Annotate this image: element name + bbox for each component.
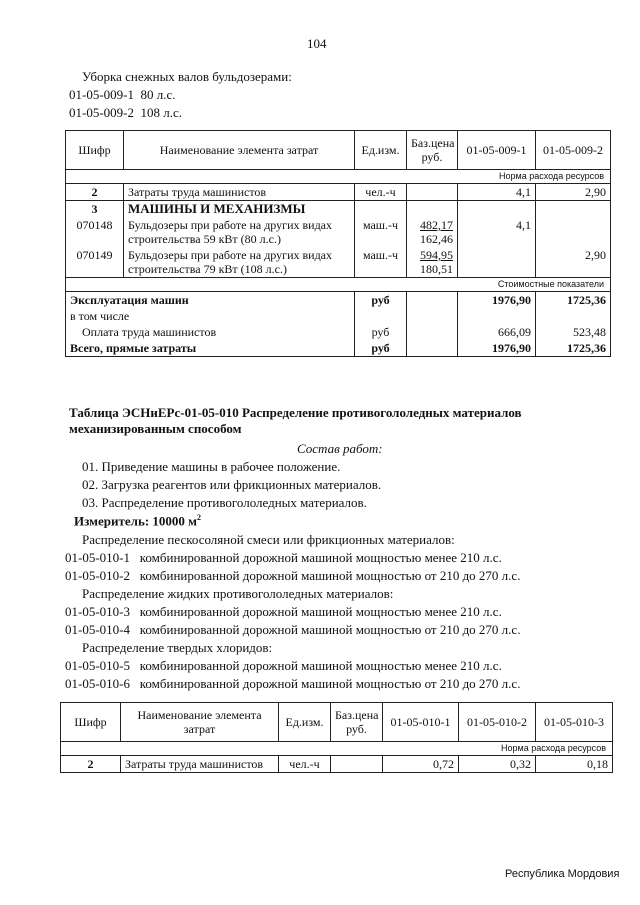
work-step: 03. Распределение противогололедных материалов. (82, 495, 367, 510)
footer-region: Республика Мордовия (505, 868, 620, 880)
resource-table-2 (60, 702, 613, 773)
table-row (66, 201, 611, 218)
cell-code: 2 (66, 184, 124, 201)
item-text: комбинированной дорожной машиной мощностью от 210 до 270 л.с. (139, 568, 521, 583)
cell-price (407, 217, 458, 247)
cell-value: 0,32 (459, 756, 536, 773)
header-cell: Наименование элемента затрат (124, 131, 355, 170)
header-cell: Шифр (66, 131, 124, 170)
cell-unit: руб (355, 340, 407, 357)
norm-label: Норма расхода ресурсов (66, 170, 611, 184)
cell-code: 070149 (66, 247, 124, 278)
cell-value: 4,1 (458, 217, 536, 247)
table-header-row (66, 131, 611, 170)
cost-sub: в том числе (70, 309, 130, 323)
measure-label: Измеритель: 10000 м (74, 513, 198, 529)
cell-value: 1725,36 (536, 292, 611, 325)
work-step: 01. Приведение машины в рабочее положение. (82, 459, 341, 474)
cell-value (458, 247, 536, 278)
cell-name: Оплата труда машинистов (66, 324, 355, 340)
cell-value: 1976,90 (458, 340, 536, 357)
cell-code: 3 (66, 201, 124, 218)
header-cell: 01-05-010-2 (459, 703, 536, 742)
cell-code: 2 (61, 756, 121, 773)
item-text: 80 л.с. (140, 87, 176, 102)
group-item (65, 604, 502, 620)
item-code: 01-05-010-6 (65, 676, 130, 691)
cell-unit: руб (355, 324, 407, 340)
item-code: 01-05-009-1 (69, 87, 134, 102)
cost-name: Эксплуатация машин (70, 293, 189, 307)
item-text: 108 л.с. (140, 105, 183, 120)
price-top: 482,17 (420, 218, 453, 232)
item-text: комбинированной дорожной машиной мощностью от 210 до 270 л.с. (139, 622, 521, 637)
item-code: 01-05-010-5 (65, 658, 130, 673)
cell-name: Затраты труда машинистов (124, 184, 355, 201)
cell-value: 2,90 (536, 247, 611, 278)
item-code: 01-05-010-1 (65, 550, 130, 565)
item-code: 01-05-010-2 (65, 568, 130, 583)
cell-name: Бульдозеры при работе на других видах строительства 59 кВт (80 л.с.) (124, 217, 355, 247)
item-code: 01-05-009-2 (69, 105, 134, 120)
item-code: 01-05-010-3 (65, 604, 130, 619)
cell-name: МАШИНЫ И МЕХАНИЗМЫ (124, 201, 355, 218)
cost-label: Стоимостные показатели (66, 278, 611, 292)
cell-unit: маш.-ч (355, 217, 407, 247)
cell-value: 0,18 (536, 756, 613, 773)
header-cell: Наименование элемента затрат (121, 703, 279, 742)
cell-name: Затраты труда машинистов (121, 756, 279, 773)
resource-table-1 (65, 130, 611, 357)
header-cell: 01-05-009-2 (536, 131, 611, 170)
item-text: комбинированной дорожной машиной мощностью менее 210 л.с. (139, 604, 502, 619)
table-row (66, 184, 611, 201)
cell-name: Бульдозеры при работе на других видах строительства 79 кВт (108 л.с.) (124, 247, 355, 278)
composition-title: Состав работ: (297, 441, 383, 456)
section-item (69, 87, 176, 103)
measure (74, 513, 201, 529)
cell-price (407, 184, 458, 201)
cell-code: 070148 (66, 217, 124, 247)
cell-name: Всего, прямые затраты (66, 340, 355, 357)
cell-value: 666,09 (458, 324, 536, 340)
cell-value: 1976,90 (458, 292, 536, 325)
header-cell: Ед.изм. (355, 131, 407, 170)
price-top: 594,95 (420, 248, 453, 262)
table-row (61, 756, 613, 773)
cell-unit: чел.-ч (279, 756, 331, 773)
group-item (65, 622, 520, 638)
price-bottom: 180,51 (420, 262, 453, 276)
group-title: Распределение жидких противогололедных материалов: (82, 586, 394, 601)
table-header-row (61, 703, 613, 742)
page-number: 104 (307, 36, 327, 51)
table-title: Таблица ЭСНиЕРс-01-05-010 Распределение противогололедных материалов (69, 405, 522, 420)
table-row (66, 247, 611, 278)
cell-price (407, 247, 458, 278)
table-row (66, 324, 611, 340)
table-title-cont: механизированным способом (69, 421, 242, 436)
work-step: 02. Загрузка реагентов или фрикционных материалов. (82, 477, 382, 492)
header-cell: 01-05-010-1 (383, 703, 459, 742)
header-cell: Шифр (61, 703, 121, 742)
norm-label-row (66, 170, 611, 184)
table-row (66, 217, 611, 247)
item-code: 01-05-010-4 (65, 622, 130, 637)
cell-value: 523,48 (536, 324, 611, 340)
norm-label: Норма расхода ресурсов (61, 742, 613, 756)
item-text: комбинированной дорожной машиной мощностью менее 210 л.с. (139, 550, 502, 565)
header-cell: Баз.цена руб. (331, 703, 383, 742)
header-cell: 01-05-009-1 (458, 131, 536, 170)
norm-label-row (61, 742, 613, 756)
cell-value: 2,90 (536, 184, 611, 201)
header-cell: Баз.цена руб. (407, 131, 458, 170)
group-title: Распределение пескосоляной смеси или фрикционных материалов: (82, 532, 455, 547)
group-item (65, 658, 502, 674)
table-row (66, 340, 611, 357)
section-title: Уборка снежных валов бульдозерами: (82, 69, 292, 84)
header-cell: 01-05-010-3 (536, 703, 613, 742)
item-text: комбинированной дорожной машиной мощностью менее 210 л.с. (139, 658, 502, 673)
price-bottom: 162,46 (420, 232, 453, 246)
cost-label-row (66, 278, 611, 292)
cell-unit: чел.-ч (355, 184, 407, 201)
cell-value: 4,1 (458, 184, 536, 201)
header-cell: Ед.изм. (279, 703, 331, 742)
measure-sup: 2 (197, 513, 202, 522)
cell-unit: маш.-ч (355, 247, 407, 278)
group-item (65, 676, 520, 692)
section-item (69, 105, 182, 121)
table-row (66, 292, 611, 325)
cell-value: 1725,36 (536, 340, 611, 357)
cell-price (331, 756, 383, 773)
group-title: Распределение твердых хлоридов: (82, 640, 273, 655)
item-text: комбинированной дорожной машиной мощностью от 210 до 270 л.с. (139, 676, 521, 691)
cell-unit: руб (355, 292, 407, 325)
cell-value: 0,72 (383, 756, 459, 773)
cell-name (66, 292, 355, 325)
group-item (65, 568, 520, 584)
group-item (65, 550, 502, 566)
cell-value (536, 217, 611, 247)
